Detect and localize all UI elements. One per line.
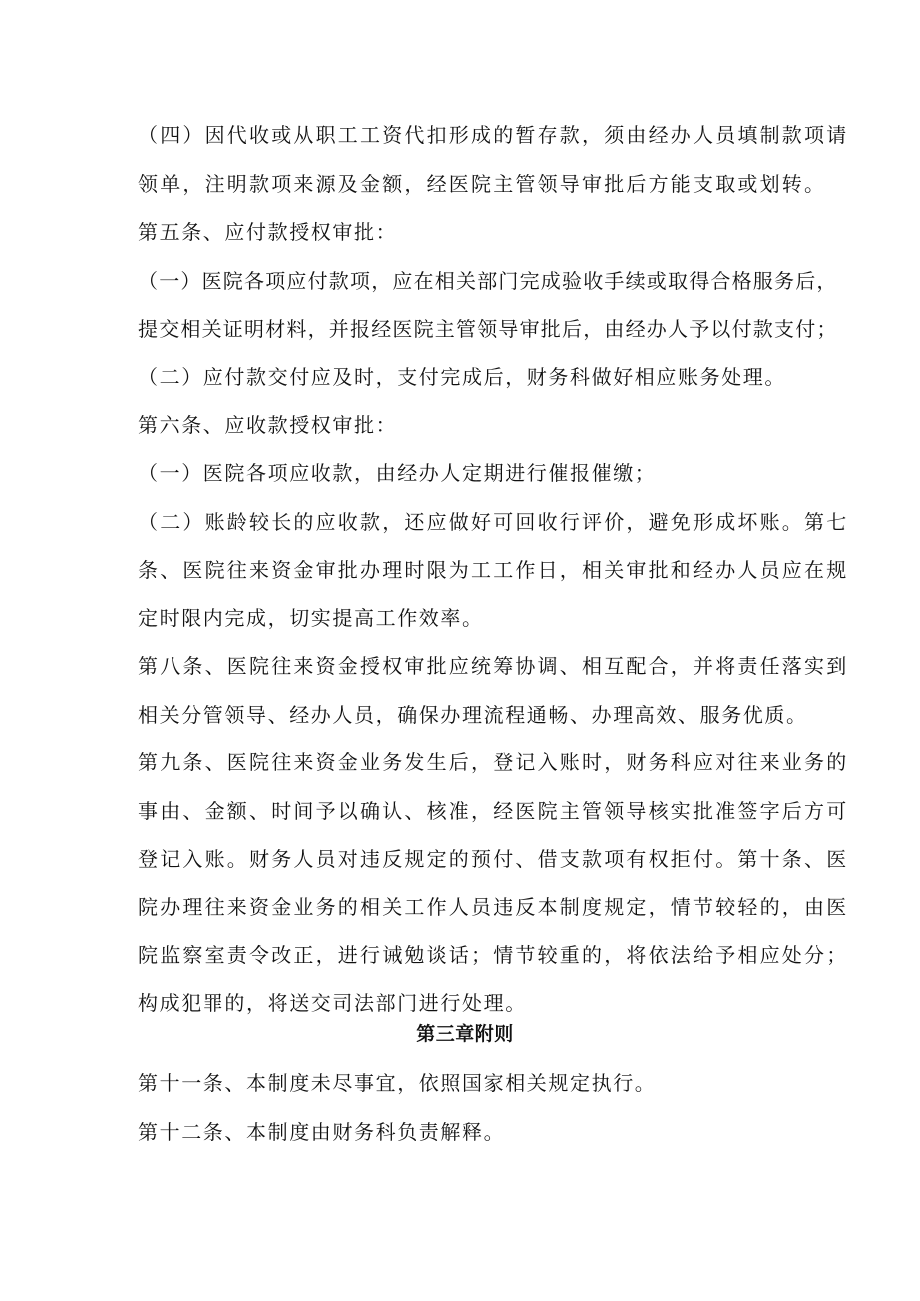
paragraph-line: 事由、金额、时间予以确认、核准，经医院主管领导核实批准签字后方可: [138, 799, 849, 823]
paragraph-line: 第九条、医院往来资金业务发生后，登记入账时，财务科应对往来业务的: [138, 750, 849, 774]
paragraph-line: （一）医院各项应付款项，应在相关部门完成验收手续或取得合格服务后，: [138, 269, 838, 293]
paragraph-line: 构成犯罪的，将送交司法部门进行处理。: [138, 991, 527, 1015]
paragraph-line: 登记入账。财务人员对违反规定的预付、借支款项有权拒付。第十条、医: [138, 847, 849, 871]
paragraph-line: （二）应付款交付应及时，支付完成后，财务科做好相应账务处理。: [138, 365, 786, 389]
paragraph-line: 第八条、医院往来资金授权审批应统筹协调、相互配合，并将责任落实到: [138, 654, 849, 678]
paragraph-line: 提交相关证明材料，并报经医院主管领导审批后，由经办人予以付款支付；: [138, 317, 838, 341]
paragraph-line: 相关分管领导、经办人员，确保办理流程通畅、办理高效、服务优质。: [138, 703, 808, 727]
paragraph-line: 定时限内完成，切实提高工作效率。: [138, 606, 484, 630]
article-title: 第五条、应付款授权审批：: [138, 220, 398, 244]
paragraph-line: 领单，注明款项来源及金额，经医院主管领导审批后方能支取或划转。: [138, 172, 827, 196]
paragraph-line: 院办理往来资金业务的相关工作人员违反本制度规定，情节较轻的，由医: [138, 895, 849, 919]
paragraph-line: （一）医院各项应收款，由经办人定期进行催报催缴；: [138, 461, 657, 485]
article-line: 第十一条、本制度未尽事宜，依照国家相关规定执行。: [138, 1071, 657, 1095]
article-line: 第十二条、本制度由财务科负责解释。: [138, 1120, 506, 1144]
paragraph-line: 院监察室责令改正，进行诫勉谈话；情节较重的，将依法给予相应处分；: [138, 943, 849, 967]
paragraph-line: （四）因代收或从职工工资代扣形成的暂存款，须由经办人员填制款项请: [138, 123, 849, 147]
article-title: 第六条、应收款授权审批：: [138, 413, 398, 437]
chapter-heading: 第三章附则: [416, 1023, 514, 1045]
paragraph-line: 条、医院往来资金审批办理时限为工工作日，相关审批和经办人员应在规: [138, 558, 849, 582]
paragraph-line: （二）账龄较长的应收款，还应做好可回收行评价，避免形成坏账。第七: [138, 510, 849, 534]
